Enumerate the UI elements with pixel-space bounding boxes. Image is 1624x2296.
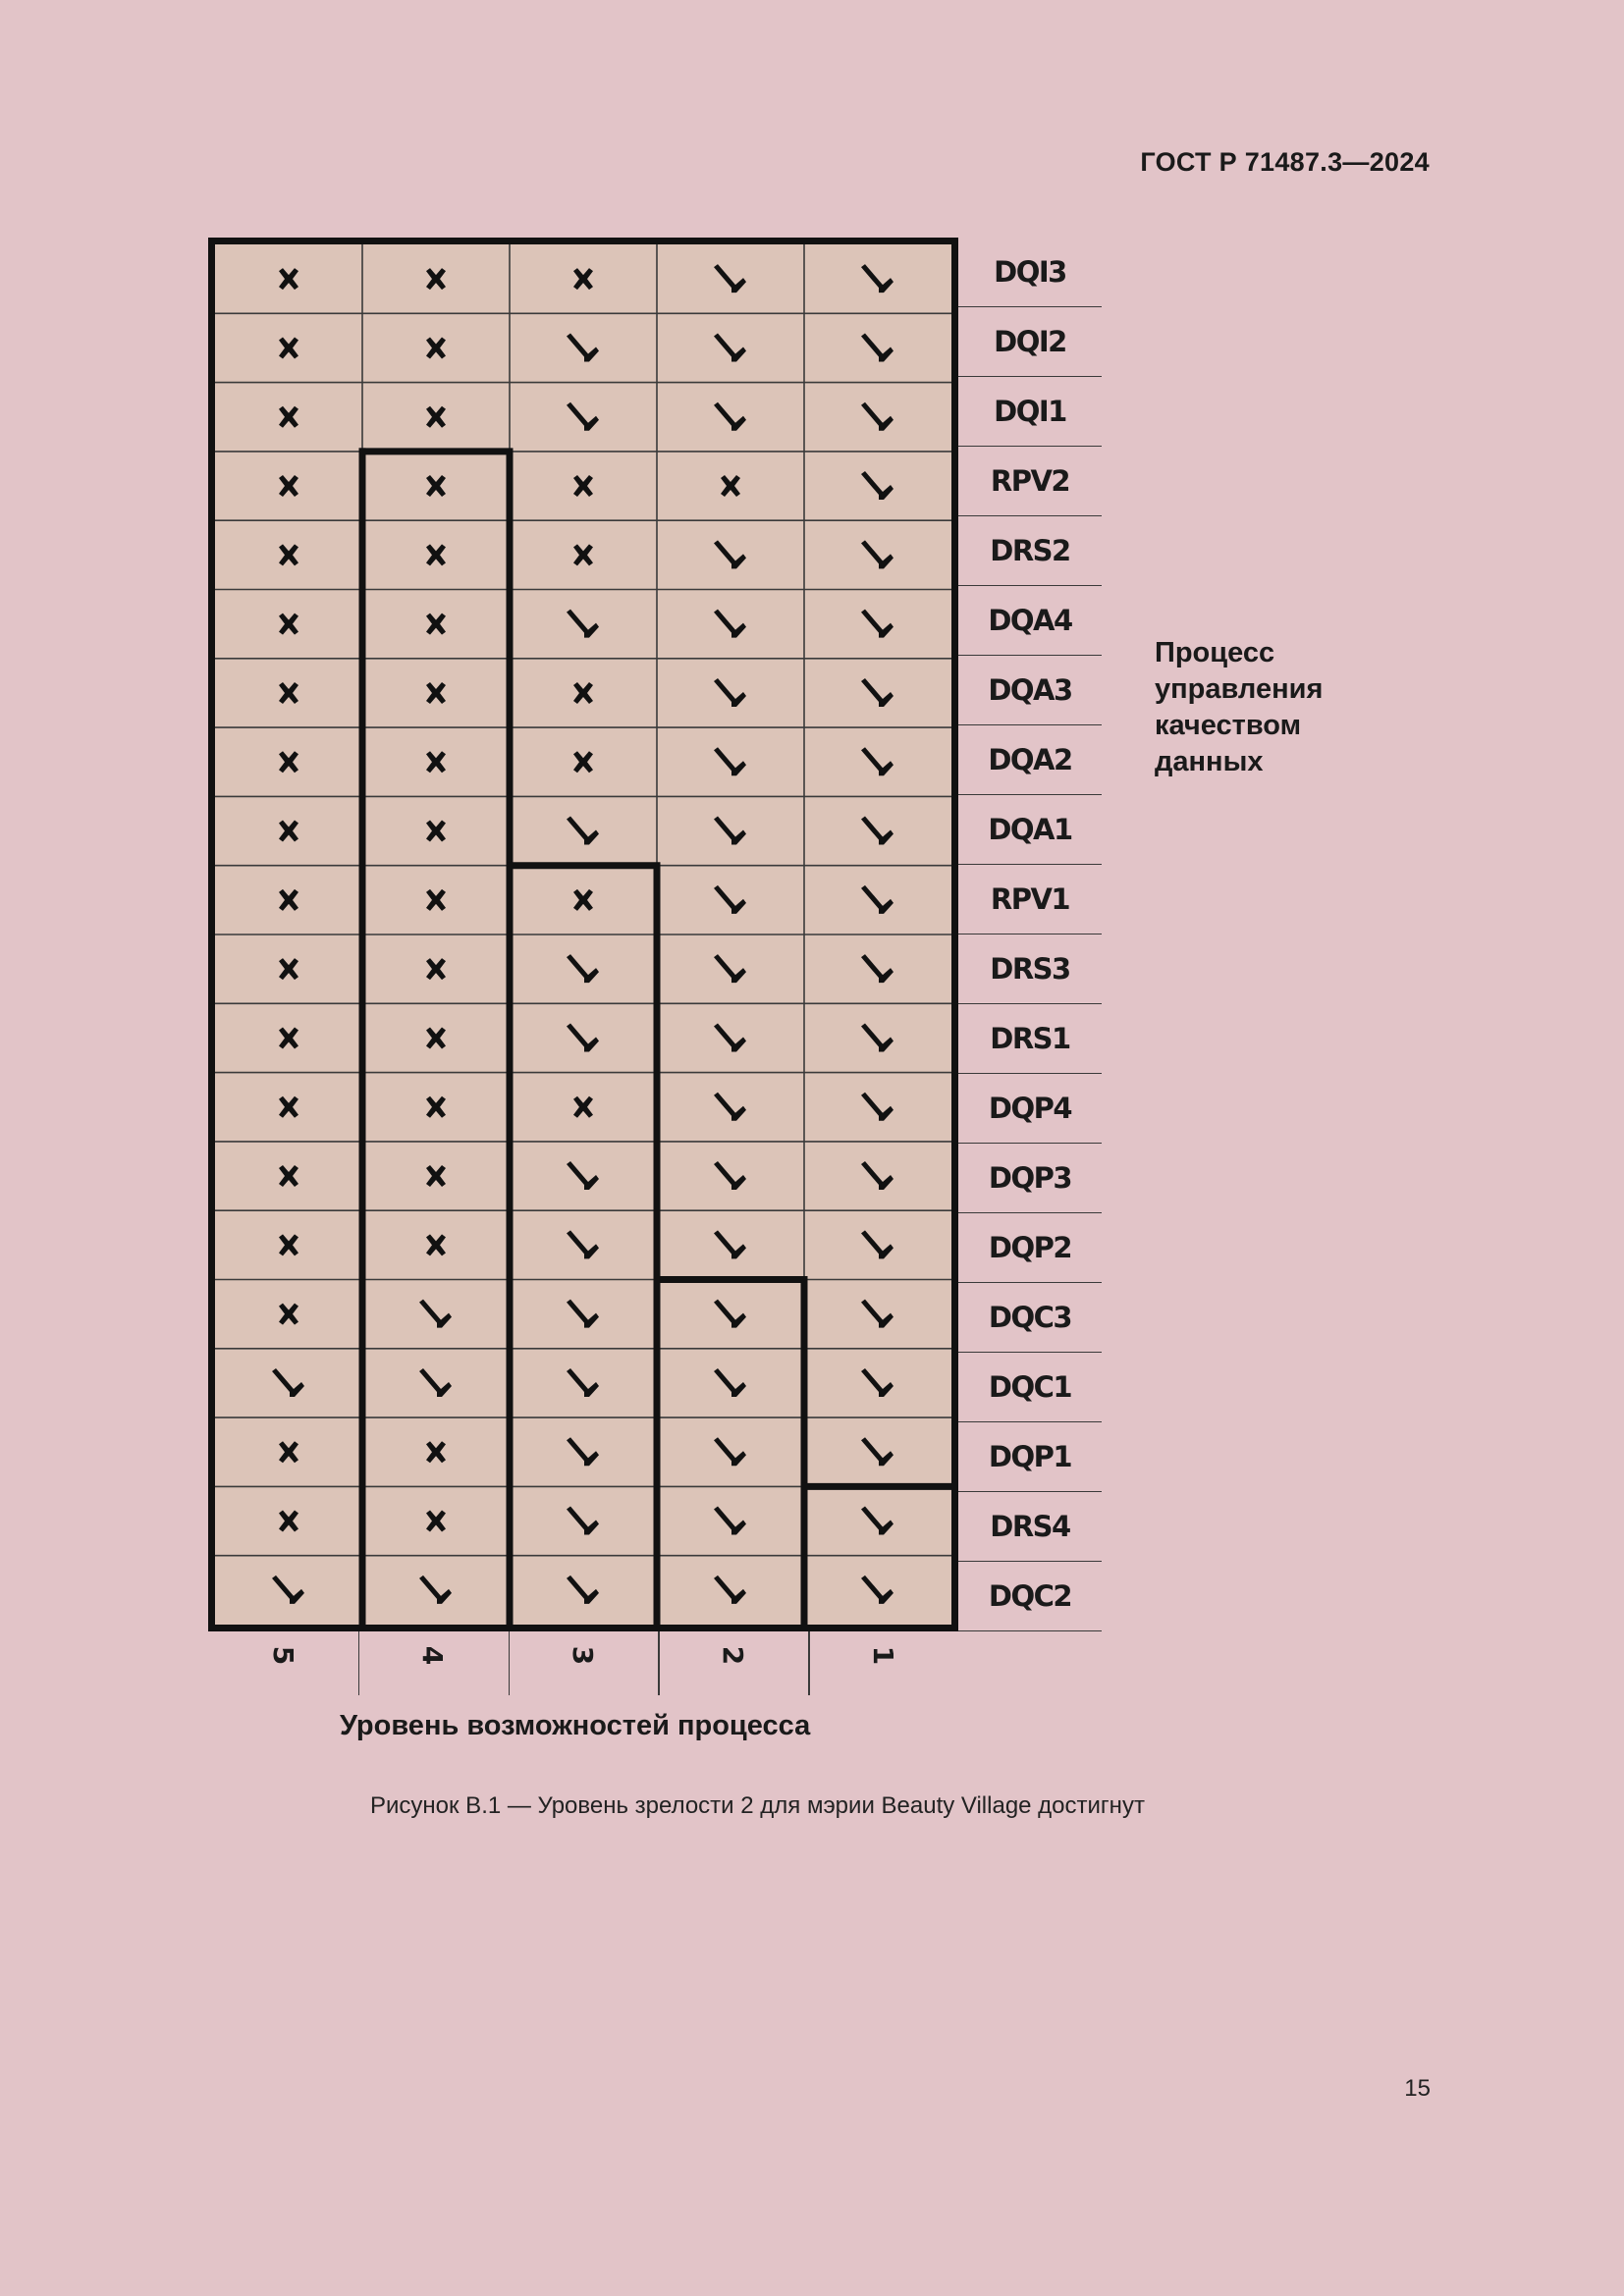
capability-level-label	[658, 1639, 808, 1672]
column-separator	[808, 1631, 810, 1695]
column-separator	[509, 1631, 511, 1695]
process-row-label: DQP1	[958, 1422, 1102, 1492]
capability-level-text: 4	[416, 1645, 450, 1666]
standard-code: ГОСТ Р 71487.3—2024	[1140, 147, 1430, 177]
process-row-labels	[958, 238, 1102, 1631]
process-row-label: DQA2	[958, 725, 1102, 795]
figure-caption: Рисунок В.1 — Уровень зрелости 2 для мэрии Beauty Village достигнут	[370, 1792, 1145, 1819]
process-row-label: DRS3	[958, 934, 1102, 1004]
process-row-label: RPV2	[958, 447, 1102, 516]
maturity-matrix	[208, 238, 958, 1631]
process-row-label: DQP2	[958, 1213, 1102, 1283]
process-row-label: DQI2	[958, 307, 1102, 377]
capability-level-label	[208, 1639, 358, 1672]
capability-axis-title: Уровень возможностей процесса	[340, 1710, 811, 1741]
capability-level-label	[509, 1639, 659, 1672]
process-row-label: DQA4	[958, 586, 1102, 656]
process-row-label: DRS1	[958, 1004, 1102, 1074]
column-separator	[358, 1631, 360, 1695]
maturity-matrix-grid	[215, 244, 951, 1625]
capability-level-text: 2	[717, 1645, 750, 1666]
process-group-title: Процесс управления качеством данных	[1155, 637, 1324, 777]
process-row-label: DQP3	[958, 1144, 1102, 1213]
capability-level-labels	[208, 1631, 958, 1695]
process-row-label: RPV1	[958, 865, 1102, 934]
page-number: 15	[1404, 2075, 1431, 2102]
process-row-label: DQI1	[958, 377, 1102, 447]
capability-level-label	[808, 1639, 958, 1672]
process-row-label: DQP4	[958, 1074, 1102, 1144]
capability-level-text: 5	[266, 1645, 299, 1666]
column-separator	[658, 1631, 660, 1695]
process-row-label: DQC1	[958, 1353, 1102, 1422]
process-row-label: DRS4	[958, 1492, 1102, 1562]
capability-level-label	[358, 1639, 509, 1672]
process-row-label: DRS2	[958, 516, 1102, 586]
process-row-label: DQI3	[958, 238, 1102, 307]
capability-level-text: 3	[567, 1645, 600, 1666]
capability-level-text: 1	[867, 1645, 900, 1666]
process-row-label: DQA1	[958, 795, 1102, 865]
process-row-label: DQA3	[958, 656, 1102, 725]
process-row-label: DQC2	[958, 1562, 1102, 1631]
process-row-label: DQC3	[958, 1283, 1102, 1353]
